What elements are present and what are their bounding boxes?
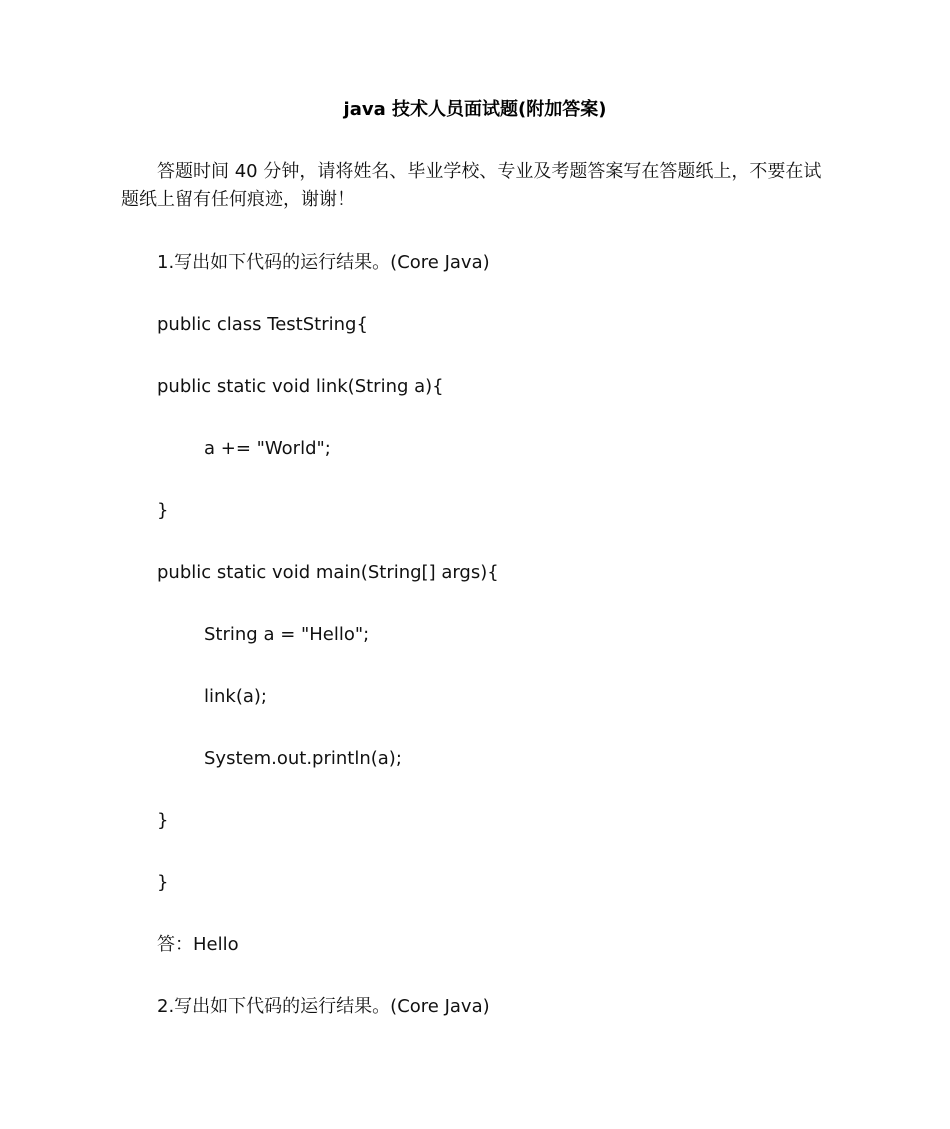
code-line: public static void main(String[] args){ <box>157 562 499 583</box>
code-line: String a = "Hello"; <box>204 624 370 645</box>
code-line: System.out.println(a); <box>204 748 402 769</box>
code-line: } <box>157 872 169 893</box>
instructions-paragraph: 答题时间 40 分钟，请将姓名、毕业学校、专业及考题答案写在答题纸上，不要在试题纸上留有任何痕迹，谢谢！ <box>121 161 822 210</box>
code-line: link(a); <box>204 686 267 707</box>
document-title: java 技术人员面试题(附加答案) <box>343 99 607 120</box>
question-1-answer: 答：Hello <box>157 934 239 955</box>
question-2-heading: 2.写出如下代码的运行结果。(Core Java) <box>157 996 490 1017</box>
code-line: public class TestString{ <box>157 314 368 335</box>
question-1-heading: 1.写出如下代码的运行结果。(Core Java) <box>157 252 490 273</box>
code-line: } <box>157 500 169 521</box>
code-line: public static void link(String a){ <box>157 376 444 397</box>
code-line: a += "World"; <box>204 438 331 459</box>
code-line: } <box>157 810 169 831</box>
